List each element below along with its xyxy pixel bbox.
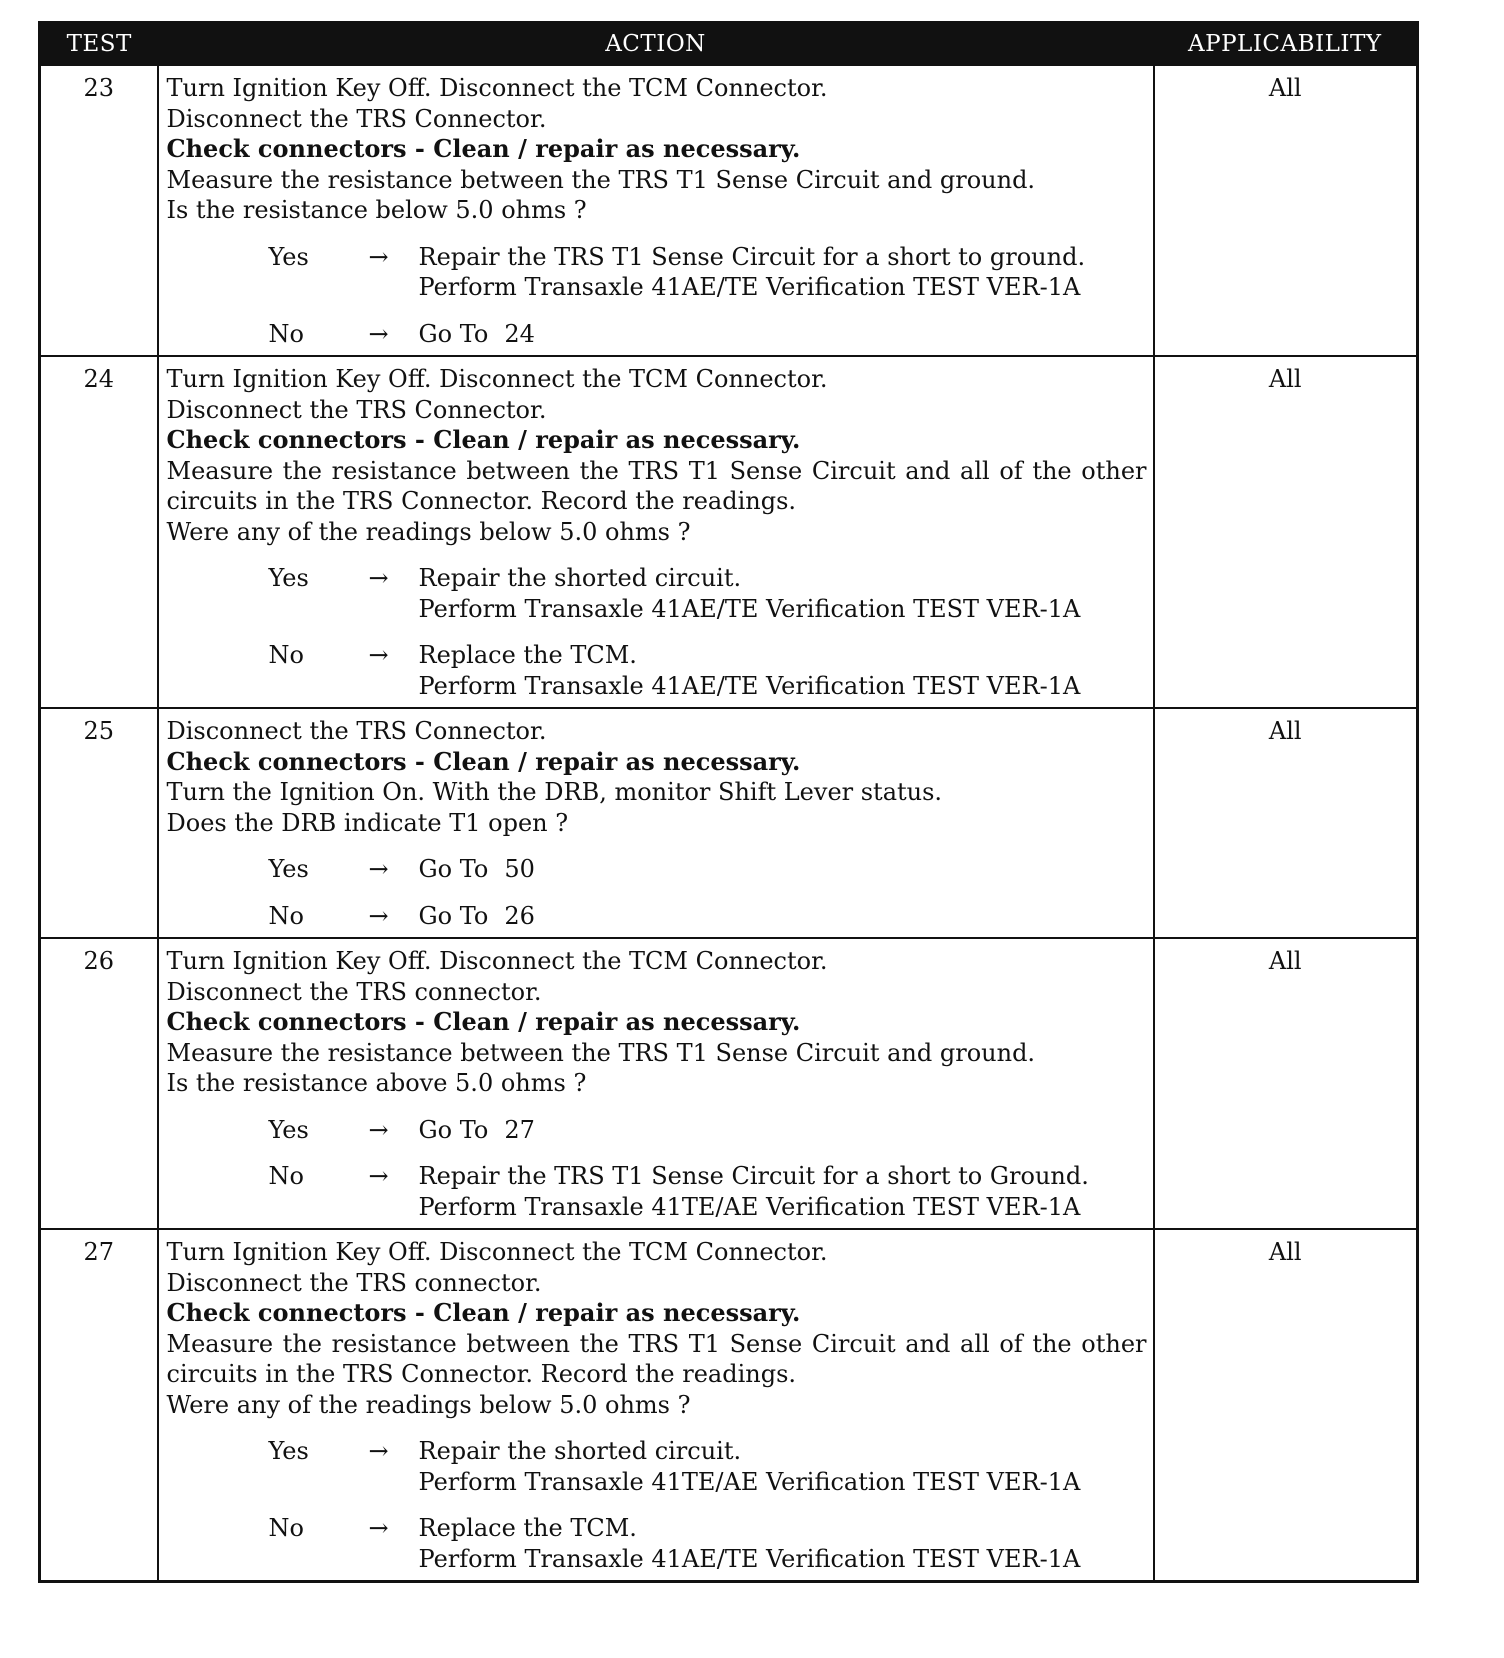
no-result <box>167 1161 1147 1222</box>
goto-target: 27 <box>504 1115 535 1144</box>
no-label: No <box>268 1162 304 1190</box>
result-line: Repair the TRS T1 Sense Circuit for a short to ground. <box>418 242 1086 271</box>
result-line: Perform Transaxle 41AE/TE Verification TEST VER-1A <box>418 671 1081 700</box>
action-line: Turn Ignition Key Off. Disconnect the TCM Connector. <box>166 365 828 393</box>
applicability-value: All <box>1154 356 1418 708</box>
result-line: Repair the shorted circuit. <box>418 564 742 592</box>
action-cell <box>158 356 1154 708</box>
yes-result <box>167 854 1147 885</box>
header-action: ACTION <box>158 23 1154 66</box>
no-label: No <box>268 319 304 348</box>
applicability-value: All <box>1154 708 1418 938</box>
test-number: 27 <box>40 1229 158 1582</box>
result-line: Perform Transaxle 41AE/TE Verification TEST VER-1A <box>418 594 1081 623</box>
action-line: Disconnect the TRS Connector. <box>166 395 547 424</box>
action-line: Measure the resistance between the TRS T1 Sense Circuit and ground. <box>166 165 1036 194</box>
goto-target: 26 <box>504 901 535 930</box>
action-line: Turn Ignition Key Off. Disconnect the TCM Connector. <box>166 1238 828 1266</box>
right-arrow-icon: → <box>368 641 389 669</box>
action-line-emphasis: Check connectors - Clean / repair as necessary. <box>166 746 801 776</box>
yes-result <box>167 1115 1147 1146</box>
header-test: TEST <box>40 23 158 66</box>
action-line: Turn the Ignition On. With the DRB, monitor Shift Lever status. <box>166 778 943 806</box>
action-cell <box>158 708 1154 938</box>
yes-result <box>167 563 1147 624</box>
yes-label: Yes <box>268 855 309 883</box>
result-line: Perform Transaxle 41AE/TE Verification TEST VER-1A <box>418 273 1081 301</box>
action-line: circuits in the TRS Connector. Record the readings. <box>166 1360 797 1388</box>
yes-result <box>167 242 1147 303</box>
goto-text: Go To <box>418 855 489 883</box>
action-cell <box>158 65 1154 356</box>
action-question: Is the resistance below 5.0 ohms ? <box>166 196 587 224</box>
no-label: No <box>268 901 304 930</box>
goto-line <box>419 1115 1147 1146</box>
no-label: No <box>268 641 304 669</box>
right-arrow-icon: → <box>368 564 389 592</box>
no-result <box>167 319 1147 350</box>
goto-text: Go To <box>418 901 489 930</box>
action-question: Is the resistance above 5.0 ohms ? <box>166 1069 587 1097</box>
action-line: Disconnect the TRS connector. <box>166 977 542 1006</box>
test-number: 26 <box>40 938 158 1229</box>
yes-label: Yes <box>268 564 309 592</box>
no-label: No <box>268 1514 304 1542</box>
applicability-value: All <box>1154 938 1418 1229</box>
test-row-24 <box>40 356 1418 708</box>
applicability-value: All <box>1154 65 1418 356</box>
action-line: Turn Ignition Key Off. Disconnect the TCM Connector. <box>166 74 828 102</box>
right-arrow-icon: → <box>368 1514 389 1542</box>
action-line-emphasis: Check connectors - Clean / repair as necessary. <box>166 425 801 454</box>
result-line: Perform Transaxle 41TE/AE Verification TEST VER-1A <box>418 1192 1081 1221</box>
test-row-25 <box>40 708 1418 938</box>
test-row-27 <box>40 1229 1418 1582</box>
test-number: 24 <box>40 356 158 708</box>
right-arrow-icon: → <box>368 319 389 348</box>
action-line: Disconnect the TRS connector. <box>166 1268 542 1297</box>
no-result <box>167 640 1147 701</box>
action-question: Were any of the readings below 5.0 ohms ? <box>166 517 691 546</box>
action-line-emphasis: Check connectors - Clean / repair as necessary. <box>166 1298 801 1327</box>
yes-result <box>167 1436 1147 1497</box>
result-line: Repair the TRS T1 Sense Circuit for a short to Ground. <box>418 1162 1089 1190</box>
action-cell <box>158 1229 1154 1582</box>
goto-text: Go To <box>418 319 489 348</box>
yes-label: Yes <box>268 1437 309 1465</box>
action-line: Measure the resistance between the TRS T1 Sense Circuit and ground. <box>166 1038 1036 1067</box>
action-line: Disconnect the TRS Connector. <box>166 104 547 133</box>
test-row-26 <box>40 938 1418 1229</box>
right-arrow-icon: → <box>368 855 389 883</box>
diagnostic-test-table <box>38 21 1419 1583</box>
goto-target: 24 <box>504 319 535 348</box>
no-result <box>167 1513 1147 1574</box>
action-line: Turn Ignition Key Off. Disconnect the TCM Connector. <box>166 947 828 975</box>
yes-label: Yes <box>268 1115 309 1144</box>
right-arrow-icon: → <box>368 242 389 271</box>
result-line: Replace the TCM. <box>418 1514 637 1542</box>
action-line: Disconnect the TRS Connector. <box>166 717 547 745</box>
action-cell <box>158 938 1154 1229</box>
result-line: Perform Transaxle 41AE/TE Verification TEST VER-1A <box>418 1544 1081 1573</box>
goto-line <box>419 854 1147 885</box>
test-number: 25 <box>40 708 158 938</box>
applicability-value: All <box>1154 1229 1418 1582</box>
action-question: Were any of the readings below 5.0 ohms ? <box>166 1390 691 1419</box>
test-number: 23 <box>40 65 158 356</box>
action-question: Does the DRB indicate T1 open ? <box>166 808 569 837</box>
right-arrow-icon: → <box>368 1162 389 1190</box>
table-header-row <box>40 23 1418 66</box>
result-line: Repair the shorted circuit. <box>418 1437 742 1465</box>
goto-target: 50 <box>504 855 535 883</box>
goto-line <box>419 319 1147 350</box>
action-line: circuits in the TRS Connector. Record the readings. <box>166 487 797 515</box>
right-arrow-icon: → <box>368 1115 389 1144</box>
goto-line <box>419 901 1147 932</box>
result-line: Perform Transaxle 41TE/AE Verification TEST VER-1A <box>418 1467 1081 1496</box>
right-arrow-icon: → <box>368 901 389 930</box>
goto-text: Go To <box>418 1115 489 1144</box>
test-row-23 <box>40 65 1418 356</box>
no-result <box>167 901 1147 932</box>
action-line: Measure the resistance between the TRS T1 Sense Circuit and all of the other <box>166 1329 1147 1358</box>
right-arrow-icon: → <box>368 1437 389 1465</box>
action-line: Measure the resistance between the TRS T1 Sense Circuit and all of the other <box>166 456 1147 485</box>
yes-label: Yes <box>268 242 309 271</box>
header-applicability: APPLICABILITY <box>1154 23 1418 66</box>
action-line-emphasis: Check connectors - Clean / repair as necessary. <box>166 134 801 163</box>
action-line-emphasis: Check connectors - Clean / repair as necessary. <box>166 1007 801 1036</box>
result-line: Replace the TCM. <box>418 641 637 669</box>
